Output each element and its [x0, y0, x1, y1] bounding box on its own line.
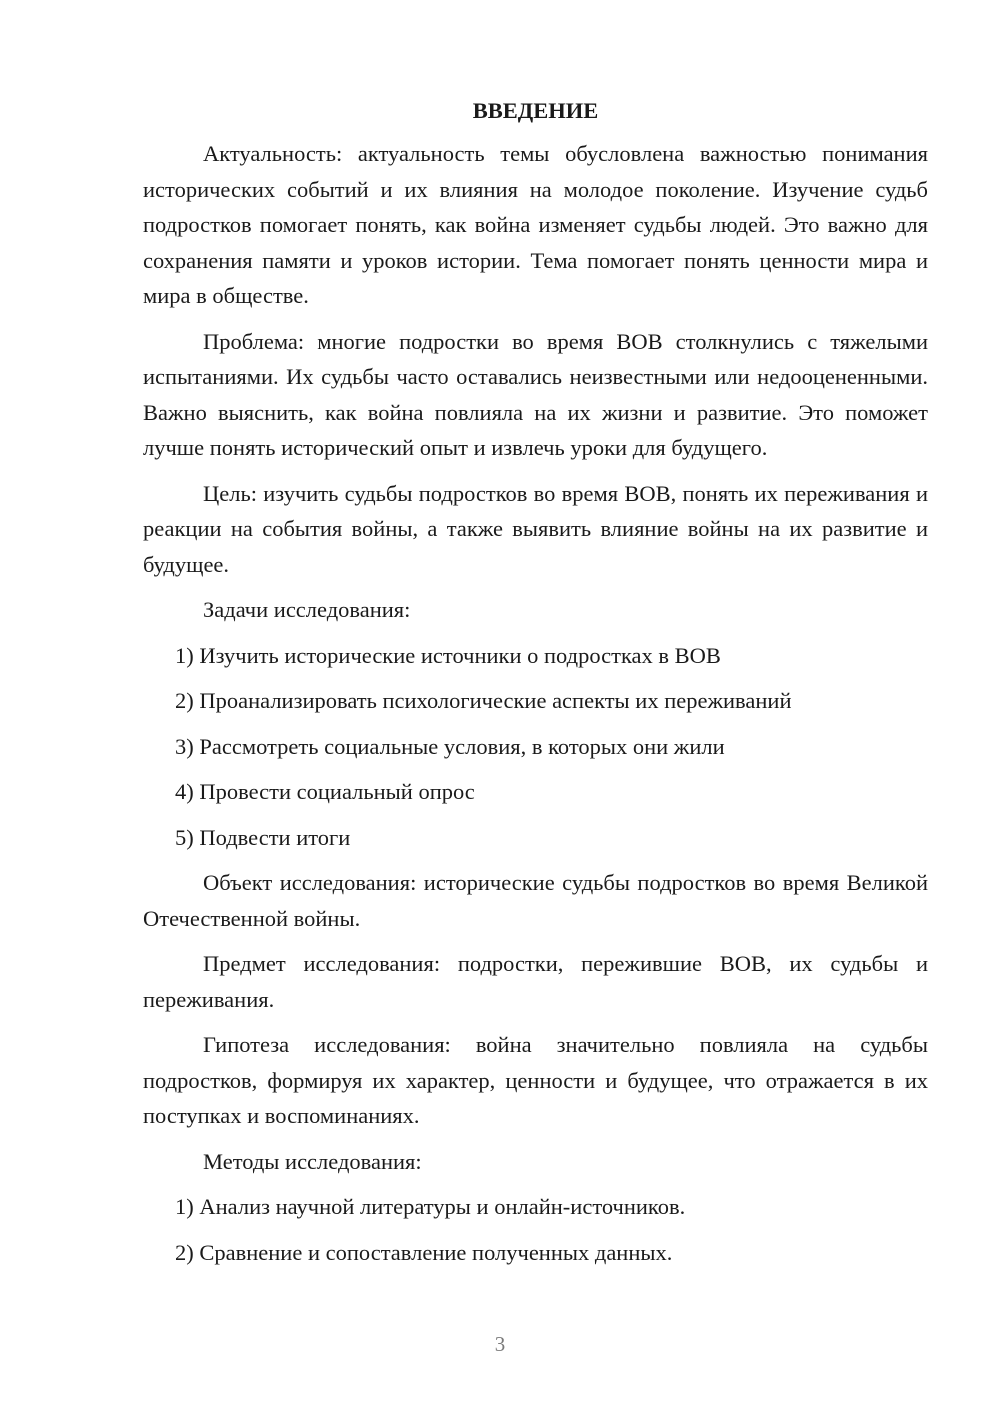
page-number: 3 — [494, 1332, 506, 1356]
problem-paragraph: Проблема: многие подростки во время ВОВ столкнулись с тяжелыми испытаниями. Их судьбы часто оставались неизвестными или недооцененными. Важно выяснить, как война повлияла на их жизни и развитие. Это поможет лучше понять исторический опыт и извлечь уроки для будущего. — [143, 328, 928, 460]
list-item-task-4: 4) Провести социальный опрос — [175, 779, 475, 804]
list-item-method-2: 2) Сравнение и сопоставление полученных данных. — [175, 1239, 673, 1265]
goal-paragraph: Цель: изучить судьбы подростков во время ВОВ, понять их переживания и реакции на события войны, а также выявить влияние войны на их развитие и будущее. — [143, 480, 928, 577]
methods-list — [143, 1189, 928, 1270]
subject-paragraph: Предмет исследования: подростки, пережившие ВОВ, их судьбы и переживания. — [143, 951, 928, 1012]
hypothesis-paragraph: Гипотеза исследования: война значительно повлияла на судьбы подростков, формируя их характер, ценности и будущее, что отражается в их поступках и воспоминаниях. — [143, 1032, 928, 1128]
tasks-heading: Задачи исследования: — [203, 597, 411, 622]
list-item-task-2: 2) Проанализировать психологические аспекты их переживаний — [175, 688, 792, 713]
list-item-method-1: 1) Анализ научной литературы и онлайн-источников. — [175, 1194, 686, 1219]
tasks-list — [143, 638, 928, 856]
object-paragraph: Объект исследования: исторические судьбы подростков во время Великой Отечественной войны. — [143, 870, 928, 931]
relevance-paragraph: Актуальность: актуальность темы обусловлена важностью понимания исторических событий и их влияния на молодое поколение. Изучение судьб подростков помогает понять, как война изменяет судьбы людей. Это важно для сохранения памяти и уроков истории. Тема помогает понять ценности мира и мира в обществе. — [143, 141, 928, 308]
document-body — [143, 96, 928, 1280]
methods-heading: Методы исследования: — [203, 1148, 422, 1174]
list-item-task-3: 3) Рассмотреть социальные условия, в которых они жили — [175, 733, 725, 759]
list-item-task-5: 5) Подвести итоги — [175, 824, 351, 850]
section-title: ВВЕДЕНИЕ — [472, 98, 599, 123]
list-item-task-1: 1) Изучить исторические источники о подростках в ВОВ — [175, 642, 721, 668]
